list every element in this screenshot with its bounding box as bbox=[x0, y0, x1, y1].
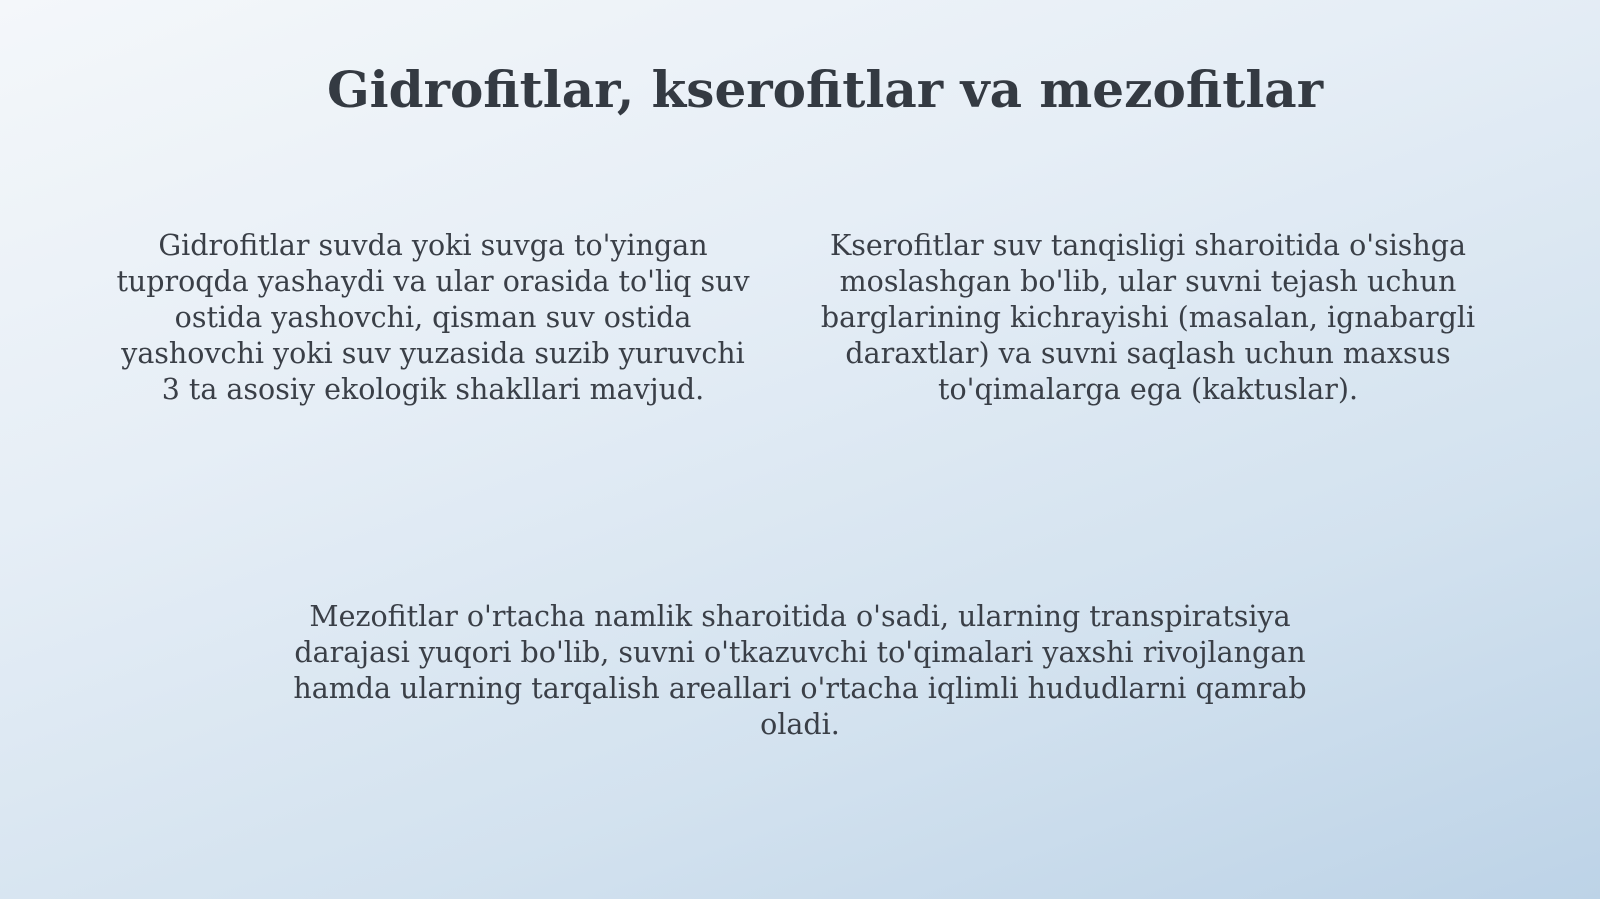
paragraph-line: darajasi yuqori bo'lib, suvni o'tkazuvchi to'qimalari yaxshi rivojlangan bbox=[294, 636, 1306, 669]
hydrophytes-paragraph bbox=[100, 228, 766, 408]
paragraph-line: ostida yashovchi, qisman suv ostida bbox=[174, 301, 692, 334]
paragraph-line: daraxtlar) va suvni saqlash uchun maxsus bbox=[845, 337, 1451, 370]
paragraph-line: moslashgan bo'lib, ular suvni tejash uchun bbox=[839, 265, 1457, 298]
paragraph-line: Gidrofitlar suvda yoki suvga to'yingan bbox=[158, 229, 708, 262]
paragraph-line: hamda ularning tarqalish areallari o'rtacha iqlimli hududlarni qamrab bbox=[293, 672, 1307, 705]
xerophytes-paragraph bbox=[815, 228, 1481, 408]
paragraph-line: tuproqda yashaydi va ular orasida to'liq suv bbox=[116, 265, 750, 298]
paragraph-line: Kserofitlar suv tanqisligi sharoitida o'sishga bbox=[829, 229, 1467, 262]
paragraph-line: oladi. bbox=[760, 708, 840, 741]
paragraph-line: 3 ta asosiy ekologik shakllari mavjud. bbox=[161, 373, 705, 406]
slide-title: Gidrofitlar, kserofitlar va mezofitlar bbox=[326, 60, 1324, 119]
paragraph-line: Mezofitlar o'rtacha namlik sharoitida o'sadi, ularning transpiratsiya bbox=[309, 600, 1291, 633]
paragraph-line: barglarining kichrayishi (masalan, ignabargli bbox=[820, 301, 1476, 334]
paragraph-line: yashovchi yoki suv yuzasida suzib yuruvchi bbox=[121, 337, 745, 370]
paragraph-line: to'qimalarga ega (kaktuslar). bbox=[938, 373, 1358, 406]
mesophytes-paragraph bbox=[270, 599, 1330, 743]
